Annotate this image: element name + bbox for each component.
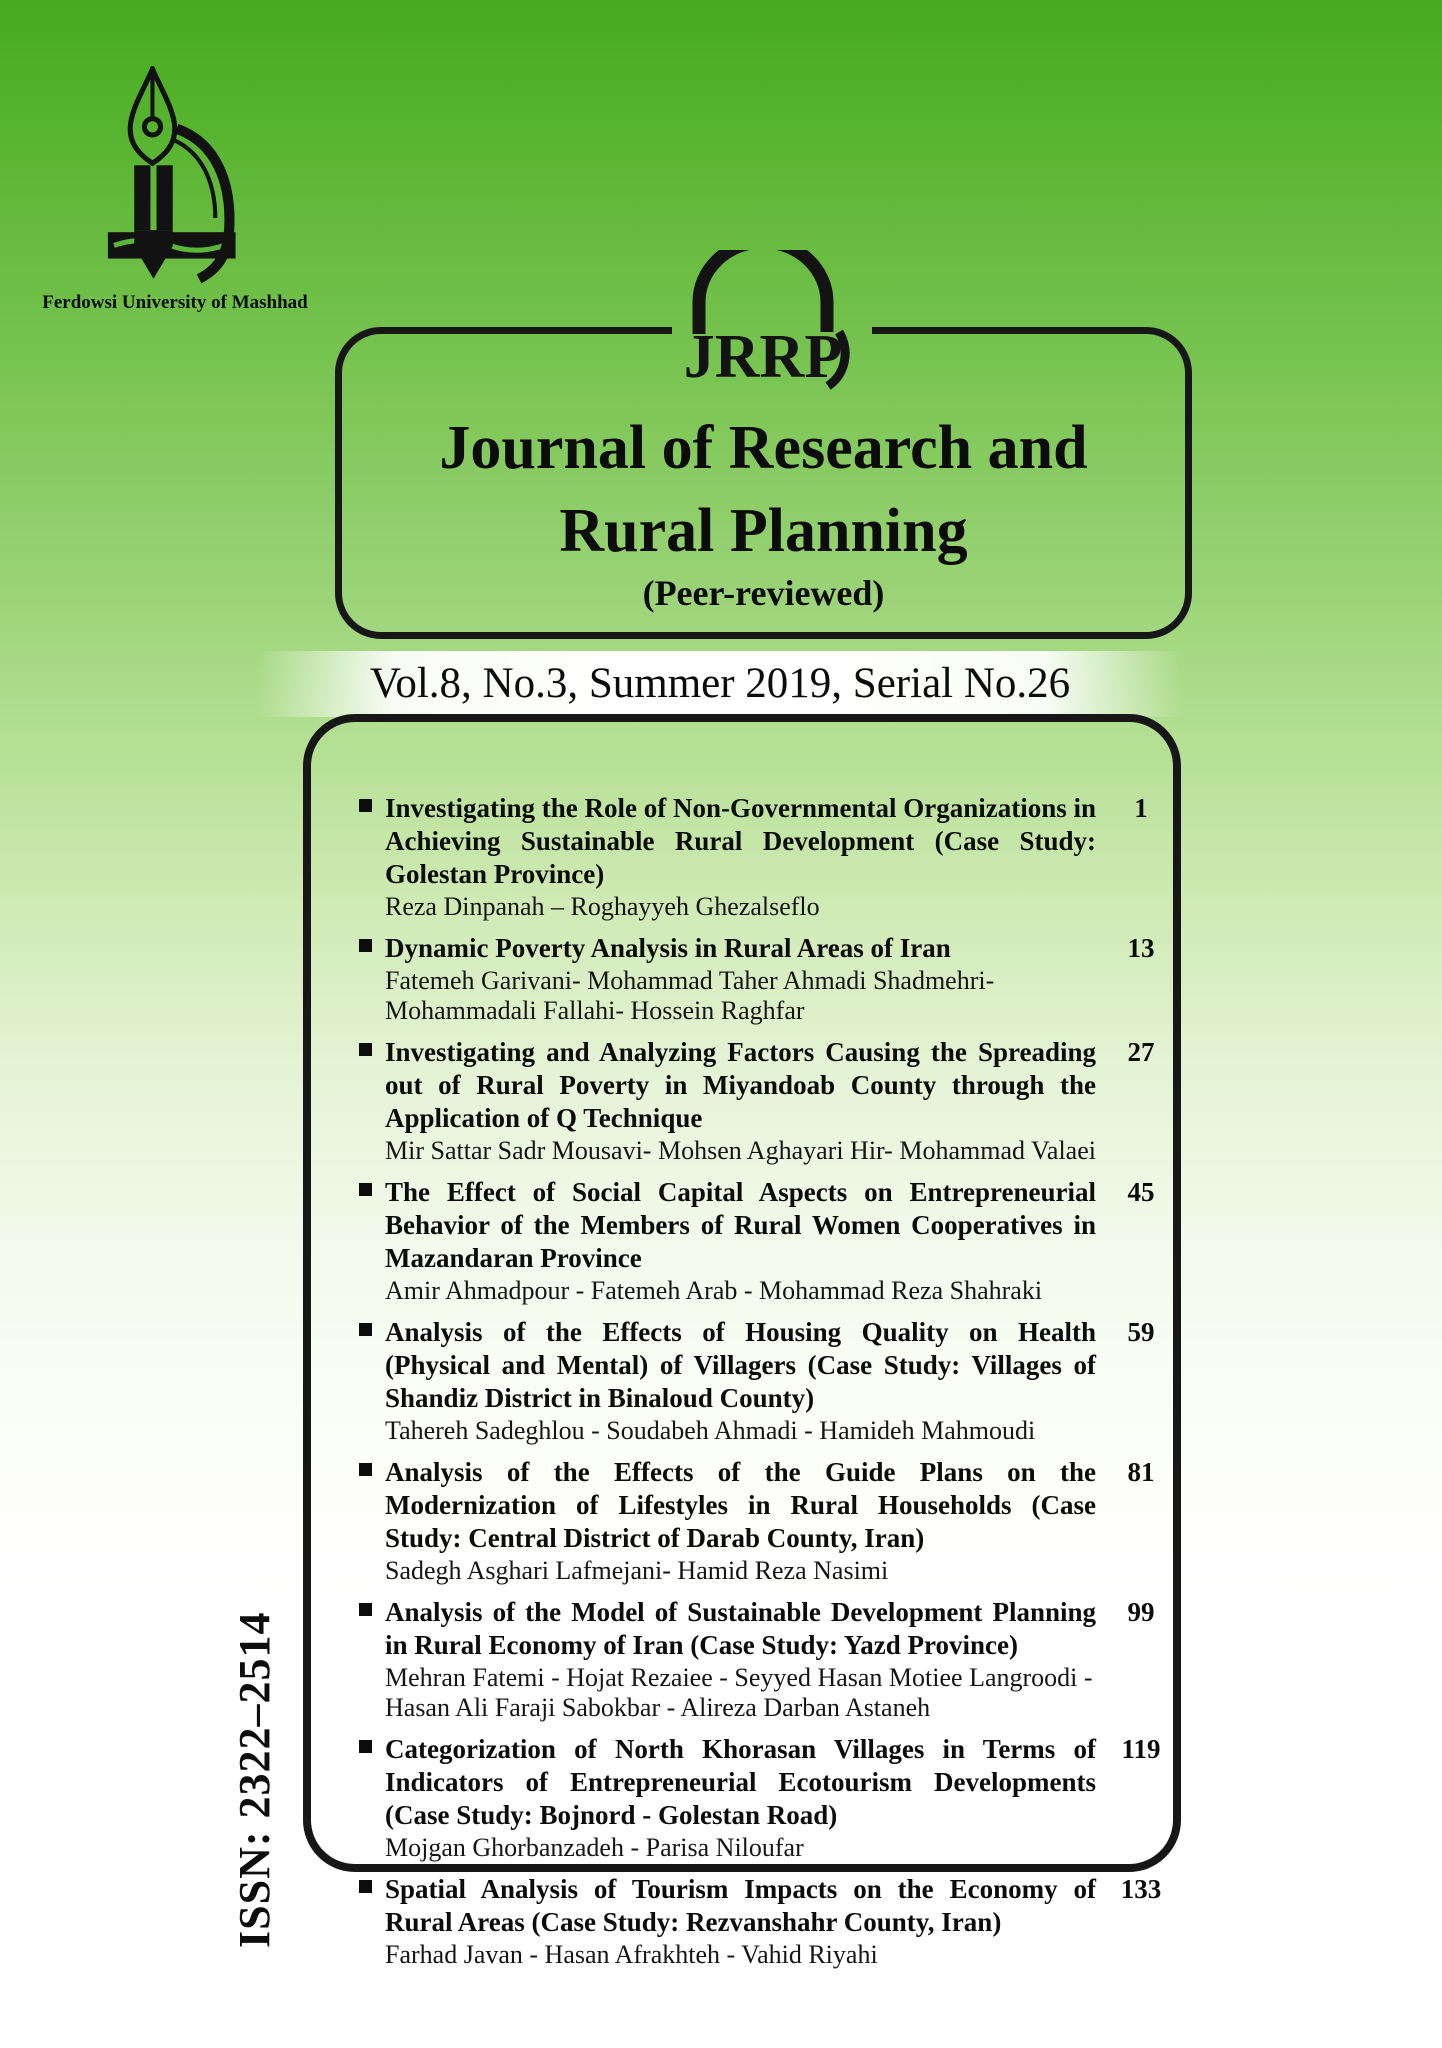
article-authors: Tahereh Sadeghlou - Soudabeh Ahmadi - Hamideh Mahmoudi — [385, 1416, 1036, 1445]
toc-entry — [358, 792, 1172, 922]
article-authors: Mehran Fatemi - Hojat Rezaiee - Seyyed Hasan Motiee Langroodi - Hasan Ali Faraji Sabokbar - Alireza Darban Astaneh — [385, 1663, 1093, 1722]
jrrp-monogram-text: JRRP — [683, 323, 843, 391]
article-page-number: 133 — [1120, 1874, 1162, 1904]
article-page-number: 13 — [1127, 933, 1155, 963]
journal-title-line1: Journal of Research and — [439, 414, 1088, 482]
toc-entry — [358, 1873, 1172, 1970]
article-title: Investigating and Analyzing Factors Causing the Spreading out of Rural Poverty in Miyandoab County through the Application of Q Technique — [358, 1036, 1096, 1135]
article-page-number: 119 — [1121, 1734, 1161, 1764]
square-bullet-icon — [359, 1183, 372, 1196]
article-title: Analysis of the Model of Sustainable Development Planning in Rural Economy of Iran (Case Study: Yazd Province) — [358, 1596, 1096, 1662]
article-authors: Mojgan Ghorbanzadeh - Parisa Niloufar — [385, 1833, 804, 1862]
article-title: Analysis of the Effects of the Guide Plans on the Modernization of Lifestyles in Rural Households (Case Study: Central District of Darab County, Iran) — [358, 1456, 1096, 1555]
article-page-number: 45 — [1127, 1177, 1155, 1207]
toc-entry — [358, 932, 1172, 1026]
square-bullet-icon — [359, 1323, 372, 1336]
square-bullet-icon — [359, 1880, 372, 1893]
article-page-number: 99 — [1127, 1597, 1155, 1627]
square-bullet-icon — [359, 1463, 372, 1476]
article-authors: Sadegh Asghari Lafmejani- Hamid Reza Nasimi — [385, 1556, 889, 1585]
article-title: Spatial Analysis of Tourism Impacts on the Economy of Rural Areas (Case Study: Rezvanshahr County, Iran) — [358, 1873, 1096, 1939]
journal-title-line2: Rural Planning — [559, 497, 968, 565]
article-page-number: 59 — [1127, 1317, 1155, 1347]
article-authors: Reza Dinpanah – Roghayyeh Ghezalseflo — [385, 892, 820, 921]
article-title: The Effect of Social Capital Aspects on Entrepreneurial Behavior of the Members of Rural Women Cooperatives in Mazandaran Province — [358, 1176, 1096, 1275]
article-title: Investigating the Role of Non-Governmental Organizations in Achieving Sustainable Rural Development (Case Study: Golestan Province) — [358, 792, 1096, 891]
article-title: Analysis of the Effects of Housing Quality on Health (Physical and Mental) of Villagers (Case Study: Villages of Shandiz District in Binaloud County) — [358, 1316, 1096, 1415]
issue-info-band: Vol.8, No.3, Summer 2019, Serial No.26 — [255, 651, 1185, 717]
toc-entry — [358, 1596, 1172, 1723]
article-page-number: 81 — [1127, 1457, 1155, 1487]
jrrp-logo-icon — [660, 250, 875, 400]
article-page-number: 1 — [1134, 793, 1148, 823]
toc-list — [358, 792, 1172, 1980]
journal-subtitle: (Peer-reviewed) — [642, 573, 885, 613]
article-authors: Amir Ahmadpour - Fatemeh Arab - Mohammad Reza Shahraki — [385, 1276, 1043, 1305]
article-authors: Mir Sattar Sadr Mousavi- Mohsen Aghayari Hir- Mohammad Valaei — [385, 1136, 1096, 1165]
toc-entry — [358, 1036, 1172, 1166]
square-bullet-icon — [359, 1740, 372, 1753]
article-title: Dynamic Poverty Analysis in Rural Areas of Iran — [358, 932, 1096, 965]
article-authors: Farhad Javan - Hasan Afrakhteh - Vahid Riyahi — [385, 1940, 878, 1969]
square-bullet-icon — [359, 1603, 372, 1616]
issn-label: ISSN: 2322–2514 — [230, 1611, 279, 1948]
square-bullet-icon — [359, 799, 372, 812]
toc-entry — [358, 1316, 1172, 1446]
square-bullet-icon — [359, 1043, 372, 1056]
toc-entry — [358, 1456, 1172, 1586]
toc-entry — [358, 1733, 1172, 1863]
ferdowsi-university-logo-icon — [72, 66, 237, 294]
square-bullet-icon — [359, 939, 372, 952]
article-authors: Fatemeh Garivani- Mohammad Taher Ahmadi Shadmehri- Mohammadali Fallahi- Hossein Raghfar — [385, 966, 995, 1025]
toc-entry — [358, 1176, 1172, 1306]
publisher-name: Ferdowsi University of Mashhad — [42, 292, 308, 313]
article-page-number: 27 — [1127, 1037, 1155, 1067]
article-title: Categorization of North Khorasan Villages in Terms of Indicators of Entrepreneurial Ecotourism Developments (Case Study: Bojnord - Golestan Road) — [358, 1733, 1096, 1832]
